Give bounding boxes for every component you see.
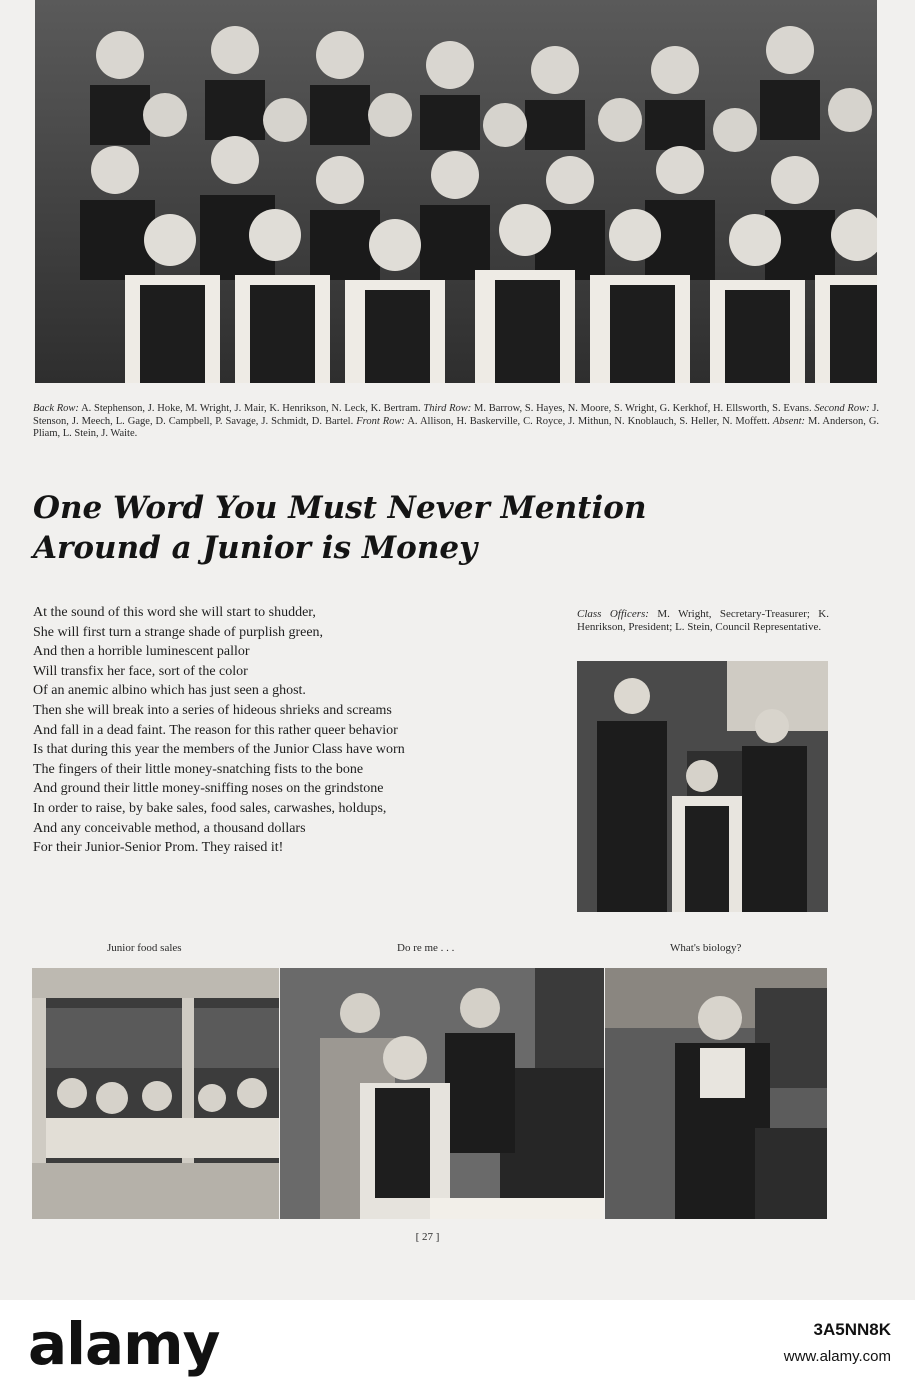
headline-line-2: Around a Junior is Money xyxy=(33,530,478,566)
second-row-names: J. Stenson, J. Meech, L. Gage, D. Campbell, P. Savage, J. Schmidt, D. Bartel. xyxy=(33,403,880,427)
poem-line: Is that during this year the members of the Junior Class have worn xyxy=(33,742,405,758)
absent-label: Absent: xyxy=(772,415,805,427)
officers-text: M. Wright, Secretary-Treasurer; K. Henrikson, President; L. Stein, Council Representative. xyxy=(577,608,829,633)
officers-label: Class Officers: xyxy=(577,608,649,620)
officers-caption xyxy=(577,608,829,634)
absent-names: M. Anderson, G. Pliam, L. Stein, J. Waite. xyxy=(33,415,880,439)
poem-line: She will first turn a strange shade of purplish green, xyxy=(33,624,324,640)
third-row-names: M. Barrow, S. Hayes, N. Moore, S. Wright, G. Kerkhof, H. Ellsworth, S. Evans. xyxy=(474,403,812,414)
poem-line: And fall in a dead faint. The reason for this rather queer behavior xyxy=(33,722,398,738)
poem-line: And then a horrible luminescent pallor xyxy=(33,644,250,660)
do-re-me-photo-image xyxy=(280,968,604,1219)
biology-photo xyxy=(605,968,827,1219)
back-row-names: A. Stephenson, J. Hoke, M. Wright, J. Mair, K. Henrikson, N. Leck, K. Bertram. xyxy=(81,403,421,414)
biology-caption: What's biology? xyxy=(670,942,742,954)
do-re-me-caption: Do re me . . . xyxy=(397,942,455,954)
poem-line: And ground their little money-sniffing noses on the grindstone xyxy=(33,781,384,797)
food-sales-caption: Junior food sales xyxy=(107,942,182,954)
poem-line: Then she will break into a series of hideous shrieks and screams xyxy=(33,702,392,718)
article-headline xyxy=(33,488,733,568)
biology-photo-image xyxy=(605,968,827,1219)
page-number: [ 27 ] xyxy=(415,1231,440,1243)
group-photo xyxy=(35,0,877,383)
poem-line: The fingers of their little money-snatching fists to the bone xyxy=(33,761,364,777)
poem-line: For their Junior-Senior Prom. They raised it! xyxy=(33,840,284,856)
poem-line: In order to raise, by bake sales, food sales, carwashes, holdups, xyxy=(33,800,387,816)
headline-line-1: One Word You Must Never Mention xyxy=(33,490,647,526)
group-photo-image xyxy=(35,0,877,383)
do-re-me-photo xyxy=(280,968,604,1219)
group-photo-caption xyxy=(33,403,879,441)
watermark-bar xyxy=(0,1300,915,1390)
poem-line: And any conceivable method, a thousand dollars xyxy=(33,820,306,836)
watermark-url: www.alamy.com xyxy=(783,1348,891,1365)
officers-photo-image xyxy=(577,661,828,912)
food-sales-photo xyxy=(32,968,279,1219)
back-row-label: Back Row: xyxy=(33,403,79,414)
poem-line: Will transfix her face, sort of the color xyxy=(33,663,248,679)
poem-body xyxy=(33,603,553,858)
poem-line: Of an anemic albino which has just seen a ghost. xyxy=(33,683,306,699)
second-row-label: Second Row: xyxy=(814,403,870,414)
front-row-label: Front Row: xyxy=(356,415,405,427)
food-sales-photo-image xyxy=(32,968,279,1219)
officers-photo xyxy=(577,661,828,912)
poem-line: At the sound of this word she will start to shudder, xyxy=(33,605,316,620)
third-row-label: Third Row: xyxy=(423,403,472,414)
watermark-logo: alamy xyxy=(28,1310,220,1378)
watermark-image-id: 3A5NN8K xyxy=(813,1320,891,1339)
front-row-names: A. Allison, H. Baskerville, C. Royce, J. Mithun, N. Knoblauch, S. Heller, N. Moffett. xyxy=(407,415,770,427)
